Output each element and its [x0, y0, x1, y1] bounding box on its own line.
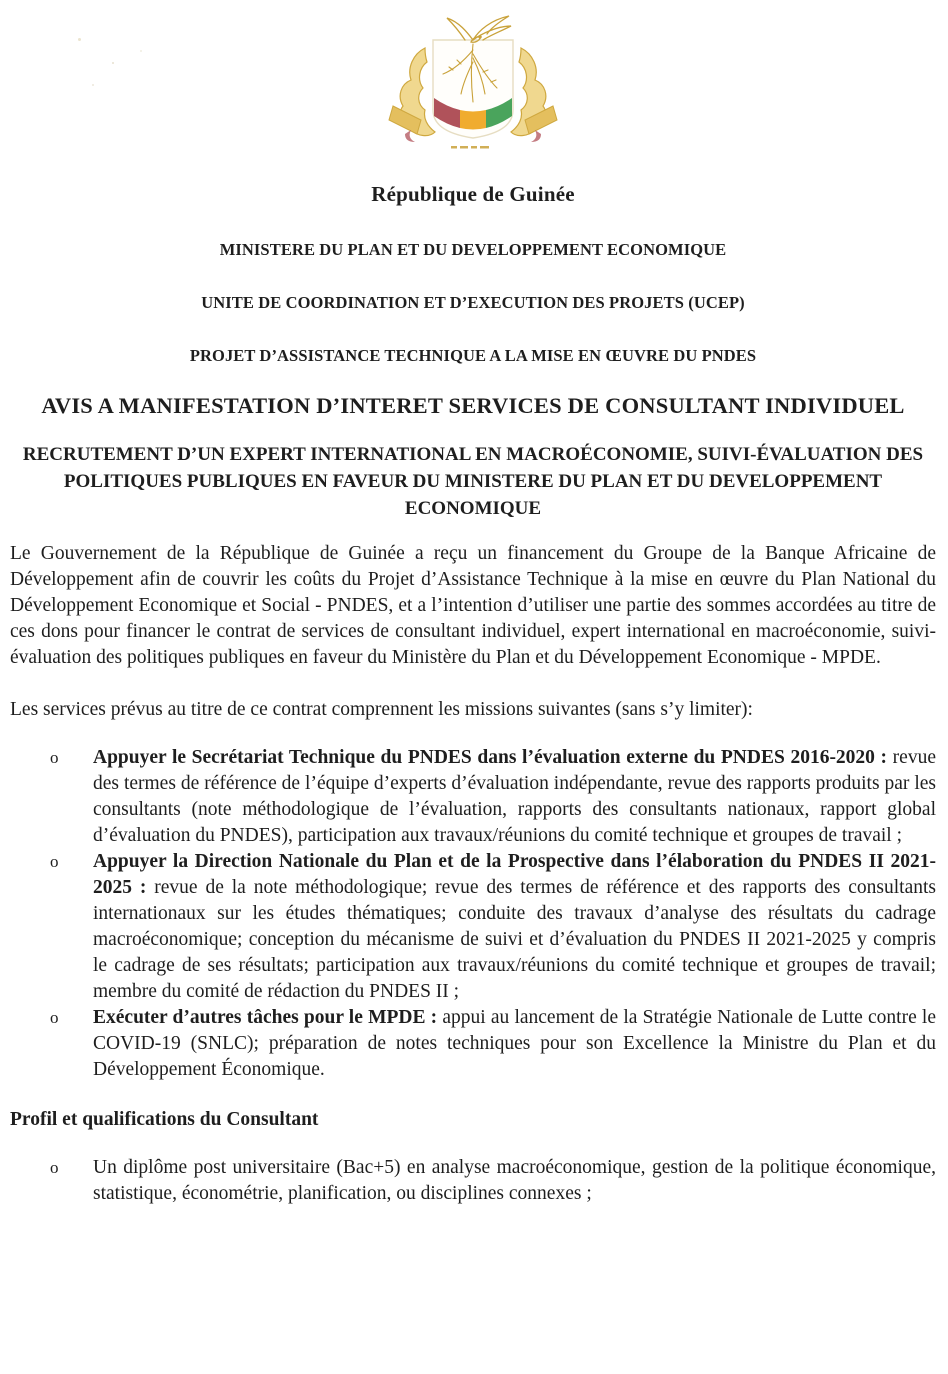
recruitment-title: RECRUTEMENT D’UN EXPERT INTERNATIONAL EN MACROÉCONOMIE, SUIVI-ÉVALUATION DES POLITIQUES PUBLIQUES EN FAVEUR DU MINISTERE DU PLAN ET DU DEVELOPPEMENT ECONOMIQUE — [22, 444, 924, 519]
notice-title: AVIS A MANIFESTATION D’INTERET SERVICES DE CONSULTANT INDIVIDUEL — [41, 393, 905, 418]
bullet-marker-icon: o — [50, 748, 59, 767]
mission-lead: Exécuter d’autres tâches pour le MPDE : — [93, 1007, 438, 1028]
qualification-text: Un diplôme post universitaire (Bac+5) en analyse macroéconomique, gestion de la politique économique, statistique, économétrie, planification, ou disciplines connexes ; — [93, 1157, 936, 1204]
scan-speckle — [78, 38, 81, 41]
profile-heading: Profil et qualifications du Consultant — [10, 1109, 319, 1130]
mission-text: revue de la note méthodologique; revue des termes de référence et des rapports des consultants internationaux sur les études thématiques; conduite des travaux d’analyse des résultats du cadrage macroéconomique; conception du mécanisme de suivi et d’évaluation du PNDES II 2021-2025 y compris le cadrage de ses résultats; participation aux travaux/réunions du comité technique et groupes de travail; membre du comité de rédaction du PNDES II ; — [93, 877, 937, 1002]
ministry-title: MINISTERE DU PLAN ET DU DEVELOPPEMENT ECONOMIQUE — [219, 240, 727, 259]
unit-title: UNITE DE COORDINATION ET D’EXECUTION DES PROJETS (UCEP) — [201, 293, 745, 312]
bullet-marker-icon: o — [50, 852, 59, 871]
country-title: République de Guinée — [371, 182, 575, 206]
emblem-container — [10, 10, 936, 160]
qualifications-list — [10, 1155, 936, 1207]
mission-item — [50, 745, 936, 849]
scan-speckle — [140, 50, 142, 52]
scan-speckle — [112, 62, 114, 64]
bullet-marker-icon: o — [50, 1158, 59, 1177]
mission-text: appui au lancement de la Stratégie Nationale de Lutte contre le COVID-19 (SNLC); préparation de notes techniques pour son Excellence la Ministre du Plan et du Développement Économique. — [93, 1007, 936, 1080]
mission-lead: Appuyer le Secrétariat Technique du PNDES dans l’évaluation externe du PNDES 2016-2020 : — [93, 747, 888, 768]
bullet-marker-icon: o — [50, 1008, 59, 1027]
services-paragraph: Les services prévus au titre de ce contrat comprennent les missions suivantes (sans s’y limiter): — [10, 699, 753, 720]
missions-list — [10, 745, 936, 1083]
mission-lead: Appuyer la Direction Nationale du Plan et de la Prospective dans l’élaboration du PNDES II 2021-2025 : — [93, 851, 936, 898]
mission-item — [50, 1005, 936, 1083]
intro-paragraph: Le Gouvernement de la République de Guinée a reçu un financement du Groupe de la Banque Africaine de Développement afin de couvrir les coûts du Projet d’Assistance Technique à la mise en œuvre du Plan National du Développement Economique et Social - PNDES, et a l’intention d’utiliser une partie des sommes accordées au titre de ces dons pour financer le contrat de services de consultant individuel, expert international en macroéconomie, suivi-évaluation des politiques publiques en faveur du Ministère du Plan et du Développement Economique - MPDE. — [10, 543, 936, 668]
project-title: PROJET D’ASSISTANCE TECHNIQUE A LA MISE EN ŒUVRE DU PNDES — [189, 346, 757, 365]
mission-item — [50, 849, 937, 1005]
guinea-coat-of-arms-icon — [387, 10, 559, 160]
mission-text: revue des termes de référence de l’équipe d’experts d’évaluation indépendante, revue des rapports produits par les consultants (note méthodologique de l’évaluation, rapports des consultants nationaux, rapport global d’évaluation du PNDES), participation aux travaux/réunions du comité technique et groupes de travail ; — [93, 747, 936, 846]
scan-speckle — [92, 84, 94, 86]
qualification-item — [50, 1155, 936, 1207]
